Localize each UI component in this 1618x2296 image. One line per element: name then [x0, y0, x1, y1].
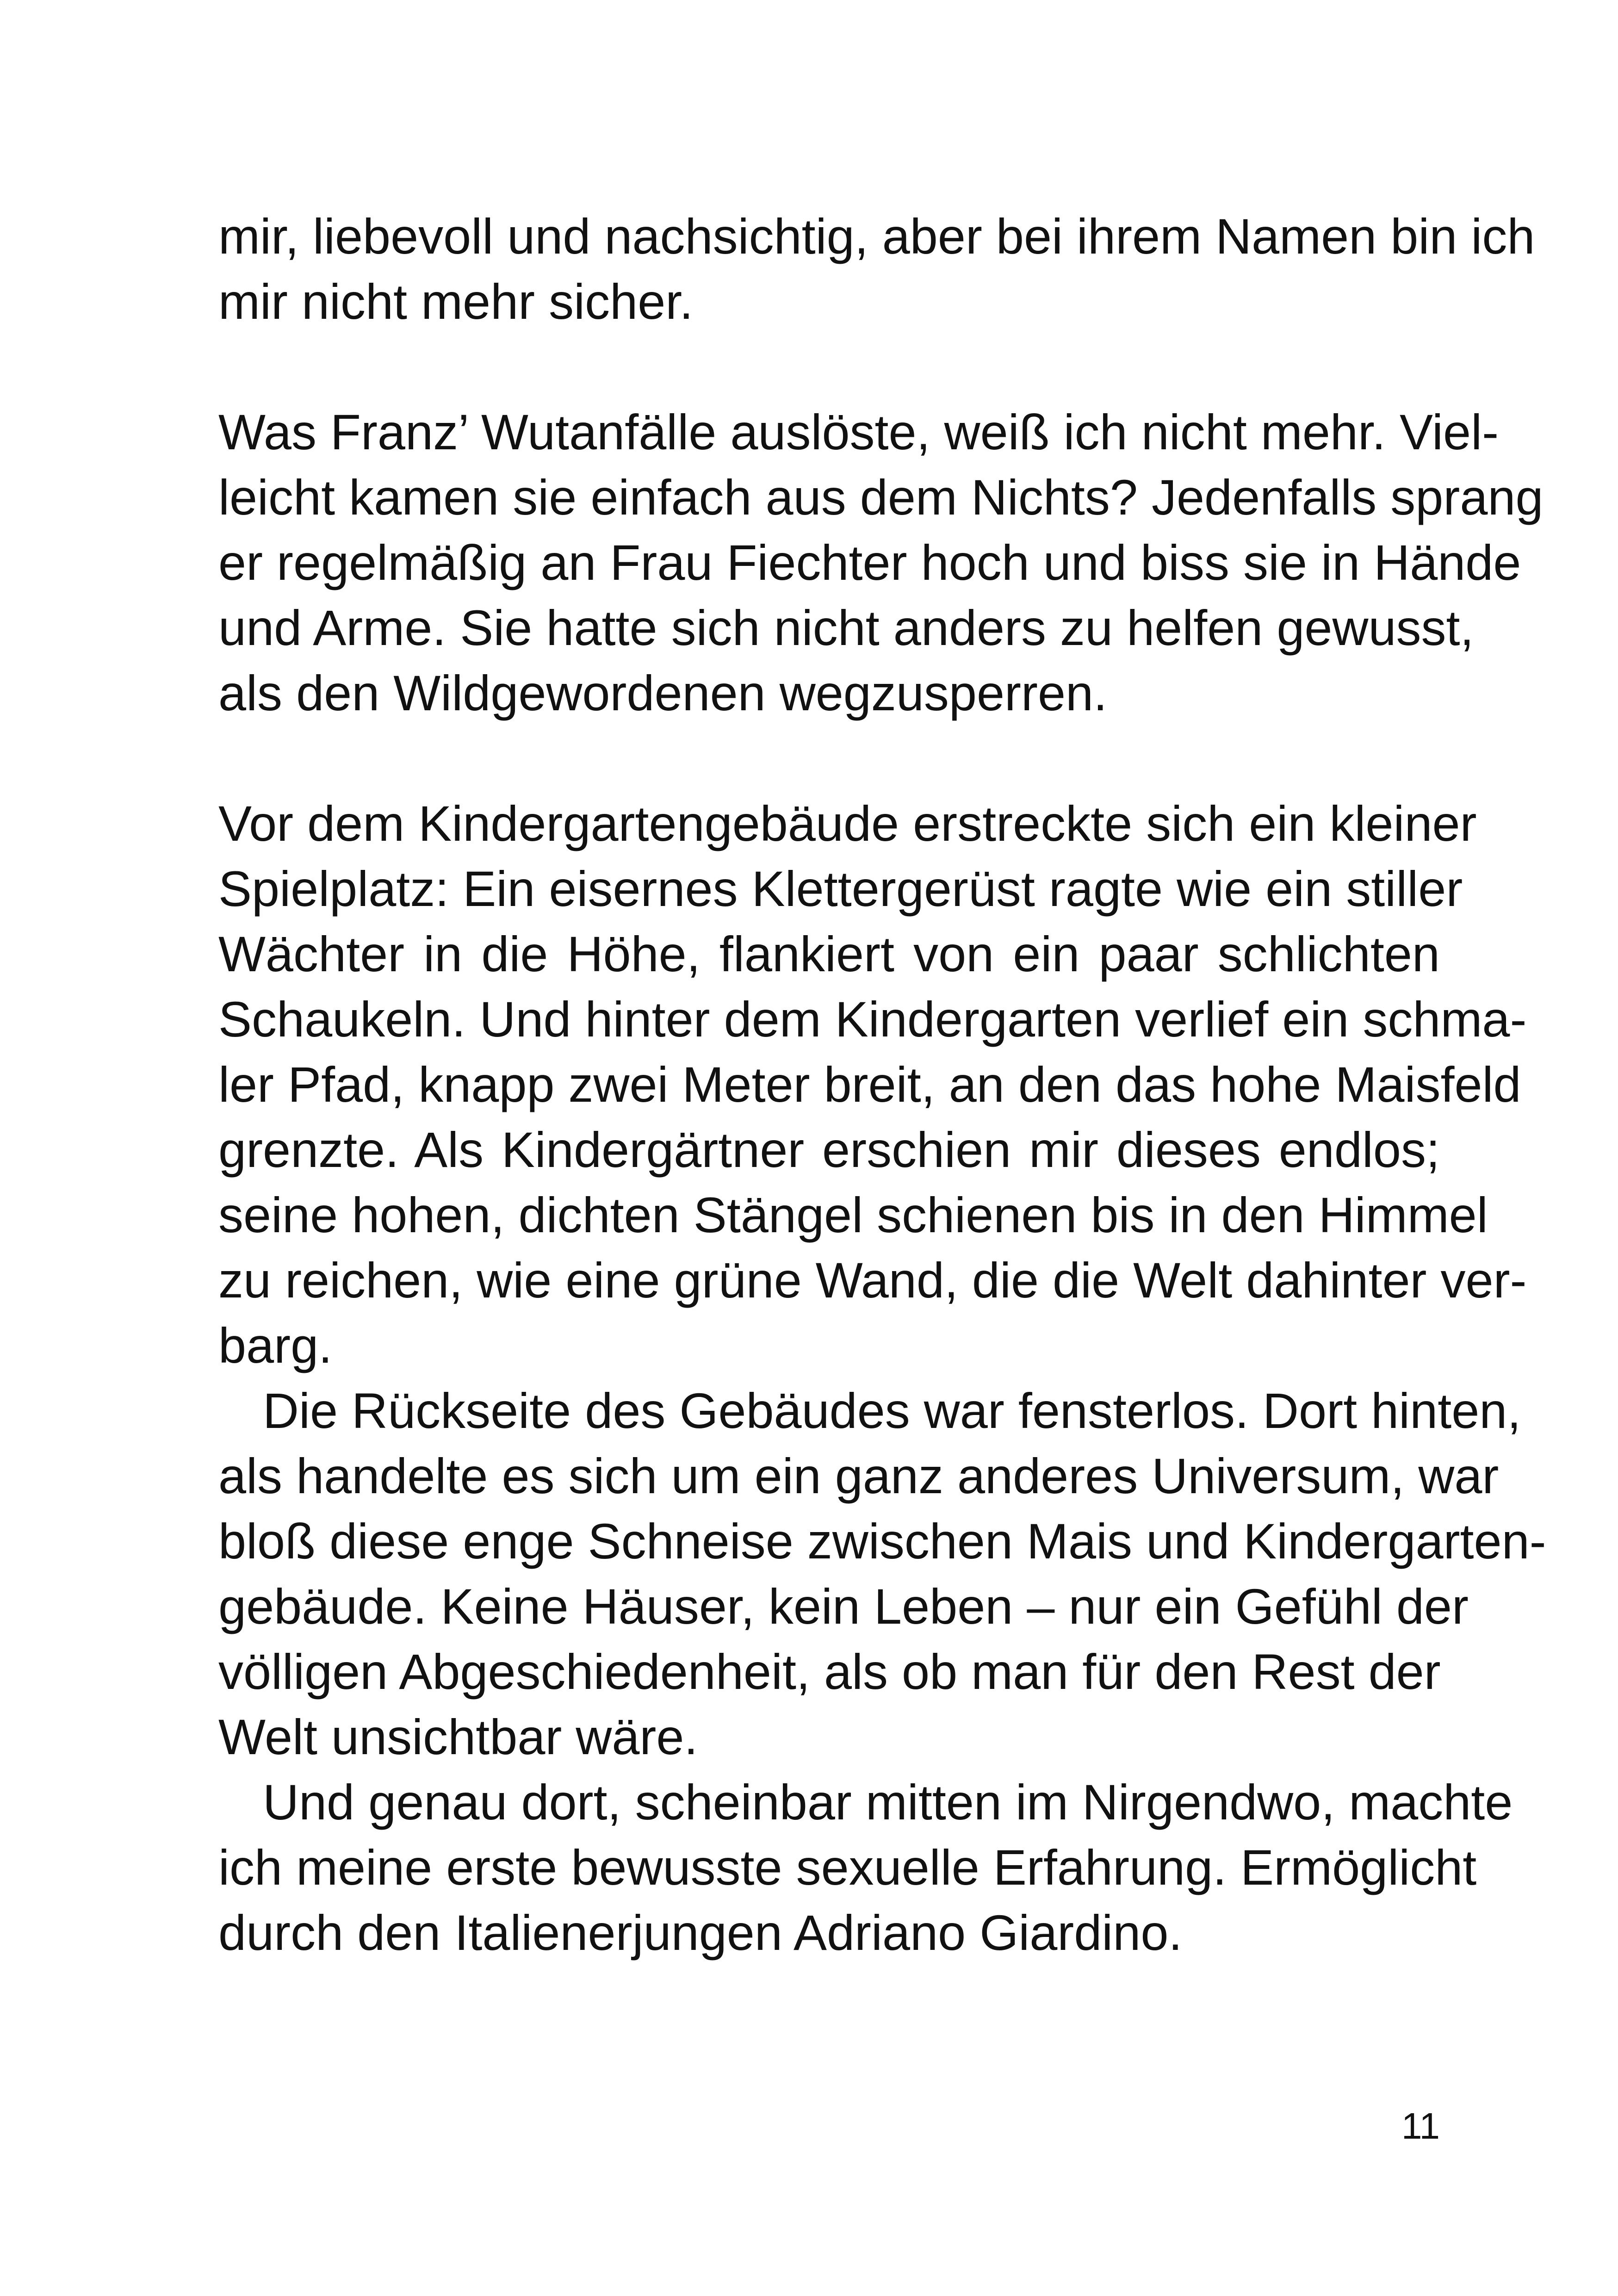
text-line: Welt unsichtbar wäre. [218, 1709, 698, 1765]
text-line: Und genau dort, scheinbar mitten im Nirgendwo, machte [263, 1774, 1513, 1830]
text-line: gebäude. Keine Häuser, kein Leben – nur ein Gefühl der [218, 1578, 1469, 1634]
paragraph [218, 204, 1535, 334]
text-line: Die Rückseite des Gebäudes war fensterlos. Dort hinten, [263, 1383, 1521, 1439]
text-line: als den Wildgewordenen wegzusperren. [218, 665, 1108, 721]
text-line: Vor dem Kindergartengebäude erstreckte sich ein kleiner [218, 795, 1477, 851]
text-line: bloß diese enge Schneise zwischen Mais und Kindergarten- [218, 1513, 1546, 1569]
page-number: 11 [1401, 2105, 1440, 2147]
text-line: durch den Italienerjungen Adriano Giardino. [218, 1905, 1183, 1961]
text-line: grenzte. Als Kindergärtner erschien mir dieses endlos; [218, 1122, 1440, 1178]
paragraph [218, 399, 1544, 726]
paragraph-gap [218, 334, 1440, 399]
text-line: Wächter in die Höhe, flankiert von ein paar schlichten [218, 926, 1440, 982]
text-line: seine hohen, dichten Stängel schienen bis in den Himmel [218, 1187, 1488, 1243]
text-line: mir nicht mehr sicher. [218, 273, 694, 329]
paragraph-gap [218, 726, 1440, 791]
text-line: Was Franz’ Wutanfälle auslöste, weiß ich nicht mehr. Viel- [218, 404, 1499, 460]
text-line: als handelte es sich um ein ganz anderes Universum, war [218, 1448, 1499, 1504]
body-text [218, 204, 1546, 1965]
text-line: leicht kamen sie einfach aus dem Nichts? Jedenfalls sprang [218, 469, 1544, 525]
text-line: ich meine erste bewusste sexuelle Erfahrung. Ermöglicht [218, 1839, 1477, 1895]
text-line: barg. [218, 1317, 333, 1373]
text-line: er regelmäßig an Frau Fiechter hoch und biss sie in Hände [218, 534, 1521, 590]
text-line: und Arme. Sie hatte sich nicht anders zu helfen gewusst, [218, 600, 1474, 656]
text-line: mir, liebevoll und nachsichtig, aber bei ihrem Namen bin ich [218, 208, 1535, 264]
text-line: Schaukeln. Und hinter dem Kindergarten verlief ein schma- [218, 991, 1527, 1047]
paragraph [218, 791, 1527, 1378]
text-line: zu reichen, wie eine grüne Wand, die die Welt dahinter ver- [218, 1252, 1527, 1308]
text-line: Spielplatz: Ein eisernes Klettergerüst ragte wie ein stiller [218, 861, 1463, 917]
paragraph [218, 1769, 1513, 1965]
paragraph [218, 1378, 1546, 1769]
text-line: völligen Abgeschiedenheit, als ob man für den Rest der [218, 1644, 1441, 1700]
text-line: ler Pfad, knapp zwei Meter breit, an den das hohe Maisfeld [218, 1056, 1521, 1112]
